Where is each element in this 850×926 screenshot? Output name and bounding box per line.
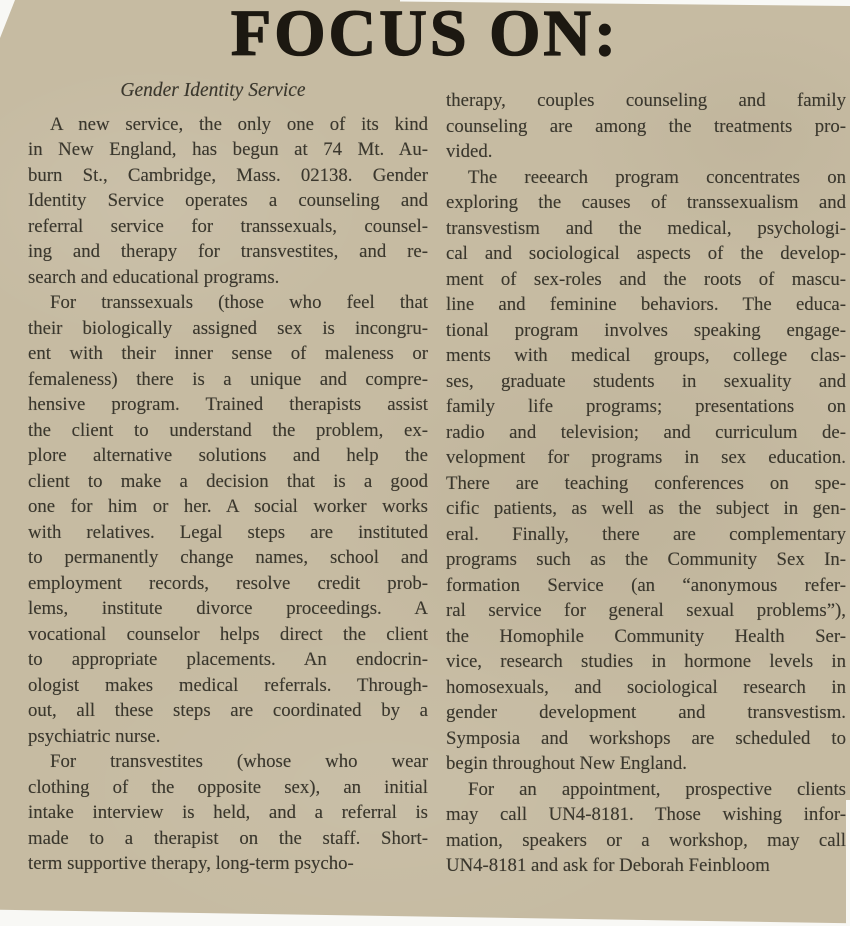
paragraph-intro xyxy=(28,112,428,291)
text-line: velopment for programs in sex education. xyxy=(446,447,846,468)
paragraph-transvestites-program xyxy=(28,749,428,877)
text-line: ral service for general sexual problems”), xyxy=(446,600,846,621)
text-line: the Homophile Community Health Ser- xyxy=(446,625,846,647)
text-line: For transsexuals (those who feel that xyxy=(50,292,428,313)
text-line: plore alternative solutions and help the xyxy=(28,445,428,466)
text-line: therapy, couples counseling and family xyxy=(446,90,846,111)
paragraph-transsexuals-program xyxy=(28,290,428,749)
article-columns xyxy=(0,78,850,879)
text-line: formation Service (an “anonymous refer- xyxy=(446,574,846,596)
text-line: homosexuals, and sociological research in xyxy=(446,676,846,698)
right-column xyxy=(446,78,846,879)
text-line: the client to understand the problem, ex- xyxy=(28,419,428,441)
text-line: client to make a decision that is a good xyxy=(28,470,428,492)
text-line: transvestism and the medical, psychologi- xyxy=(446,217,846,239)
text-line: employment records, resolve credit prob- xyxy=(28,572,428,594)
text-line: their biologically assigned sex is incongru- xyxy=(28,317,428,339)
text-line: lems, institute divorce proceedings. A xyxy=(28,598,428,619)
text-line: For transvestites (whose who wear xyxy=(50,751,428,772)
text-line: tional program involves speaking engage- xyxy=(446,319,846,341)
text-line: burn St., Cambridge, Mass. 02138. Gender xyxy=(28,164,428,186)
text-line: clothing of the opposite sex), an initial xyxy=(28,776,428,798)
text-line: in New England, has begun at 74 Mt. Au- xyxy=(28,139,428,160)
text-line: intake interview is held, and a referral is xyxy=(28,802,428,823)
text-line: For an appointment, prospective clients xyxy=(468,778,846,800)
text-line: search and educational programs. xyxy=(28,266,280,288)
text-line: out, all these steps are coordinated by a xyxy=(28,700,428,721)
text-line: line and feminine behaviors. The educa- xyxy=(446,294,846,315)
text-line: family life programs; presentations on xyxy=(446,396,846,417)
text-line: eral. Finally, there are complementary xyxy=(446,523,846,545)
text-line: vided. xyxy=(446,141,493,162)
text-line: UN4-8181 and ask for Deborah Feinbloom xyxy=(446,855,770,876)
text-line: with relatives. Legal steps are instituted xyxy=(28,521,428,543)
text-line: cal and sociological aspects of the develop- xyxy=(446,243,846,264)
text-line: A new service, the only one of its kind xyxy=(50,113,428,135)
article-heading: Gender Identity Service xyxy=(120,80,306,101)
text-line: referral service for transsexuals, counsel- xyxy=(28,215,428,237)
text-line: Identity Service operates a counseling and xyxy=(28,190,428,211)
page-title: FOCUS ON: xyxy=(230,0,620,70)
text-line: ologist makes medical referrals. Through- xyxy=(28,674,428,696)
text-line: psychiatric nurse. xyxy=(28,725,161,747)
paragraph-treatments-continuation xyxy=(446,88,846,165)
text-line: Symposia and workshops are scheduled to xyxy=(446,727,846,749)
text-line: femaleness) there is a unique and compre- xyxy=(28,368,428,390)
text-line: ent with their inner sense of maleness or xyxy=(28,343,428,364)
text-line: to appropriate placements. An endocrin- xyxy=(28,649,428,670)
scan-edge-right xyxy=(846,800,850,926)
text-line: hensive program. Trained therapists assist xyxy=(28,394,428,415)
text-line: made to a therapist on the staff. Short- xyxy=(28,827,428,849)
text-line: vice, research studies in hormone levels in xyxy=(446,651,846,672)
text-line: ments with medical groups, college clas- xyxy=(446,345,846,366)
text-line: ment of sex-roles and the roots of mascu- xyxy=(446,268,846,290)
text-line: one for him or her. A social worker works xyxy=(28,496,428,517)
left-column xyxy=(28,78,428,879)
text-line: to permanently change names, school and xyxy=(28,547,428,568)
text-line: The reeearch program concentrates on xyxy=(468,166,846,188)
text-line: radio and television; and curriculum de- xyxy=(446,421,846,443)
text-line: exploring the causes of transsexualism and xyxy=(446,192,846,213)
text-line: begin throughout New England. xyxy=(446,753,687,774)
text-line: may call UN4-8181. Those wishing infor- xyxy=(446,804,846,825)
paragraph-research-education xyxy=(446,165,846,777)
text-line: mation, speakers or a workshop, may call xyxy=(446,829,846,851)
text-line: There are teaching conferences on spe- xyxy=(446,472,846,494)
paragraph-appointment-contact xyxy=(446,777,846,879)
text-line: cific patients, as well as the subject in gen- xyxy=(446,498,846,519)
text-line: programs such as the Community Sex In- xyxy=(446,549,846,570)
text-line: gender development and transvestism. xyxy=(446,702,846,723)
text-line: vocational counselor helps direct the client xyxy=(28,623,428,645)
text-line: counseling are among the treatments pro- xyxy=(446,115,846,137)
text-line: ses, graduate students in sexuality and xyxy=(446,370,846,392)
text-line: term supportive therapy, long-term psycho- xyxy=(28,853,354,874)
text-line: ing and therapy for transvestites, and re- xyxy=(28,241,428,262)
